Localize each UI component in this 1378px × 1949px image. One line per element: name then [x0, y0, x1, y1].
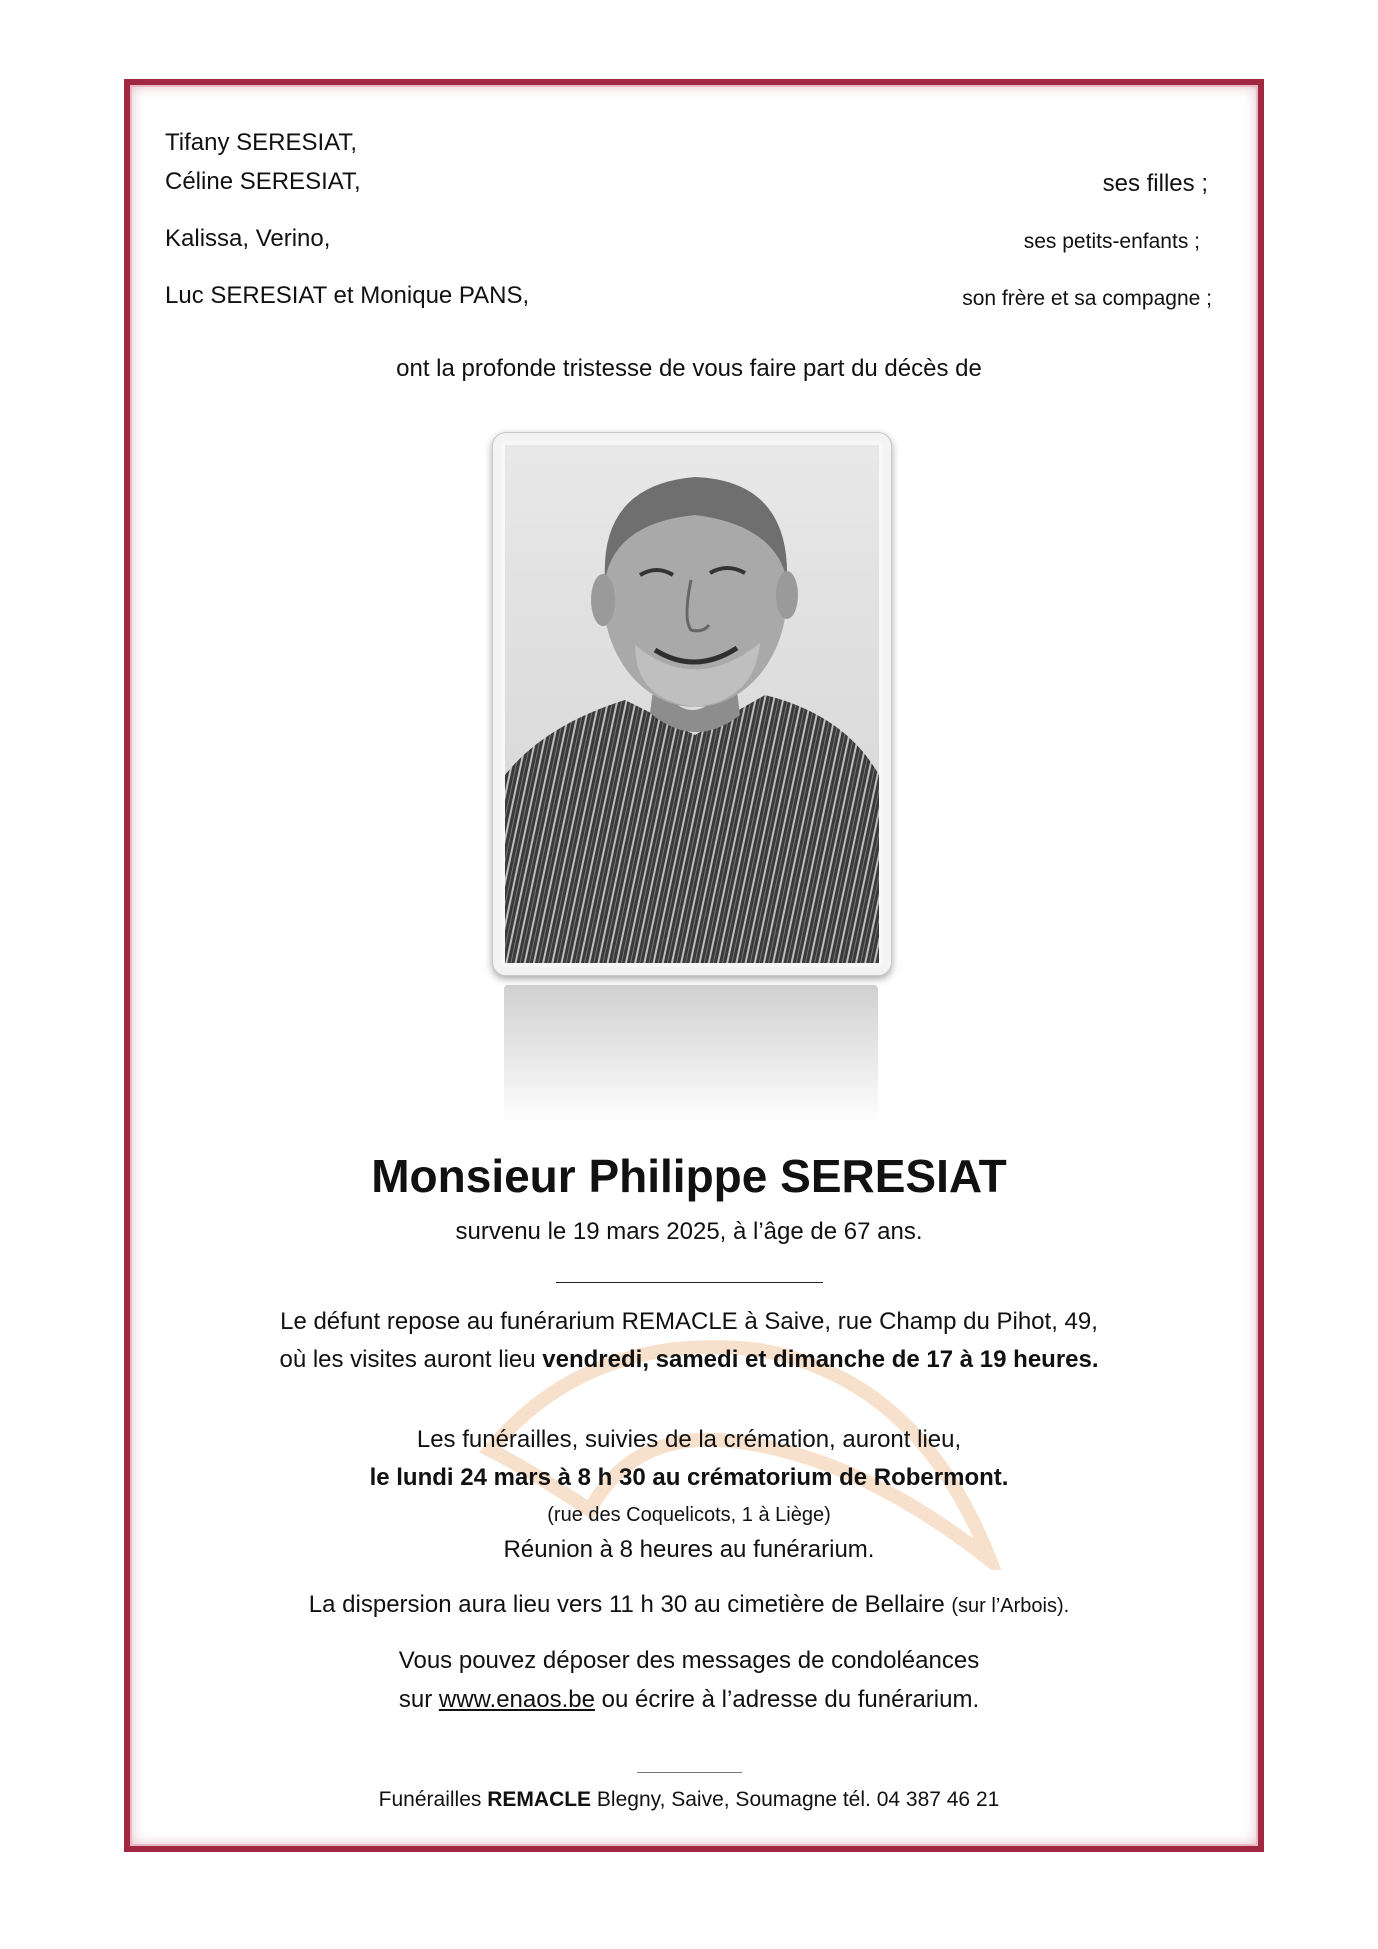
deceased-details: survenu le 19 mars 2025, à l’âge de 67 ans. [455, 1218, 923, 1245]
condolences-line2 [0, 1685, 1378, 1715]
funeral-meeting: Réunion à 8 heures au funérarium. [503, 1536, 875, 1563]
visitation-location: Le défunt repose au funérarium REMACLE à Saive, rue Champ du Pihot, 49, [280, 1308, 1098, 1335]
footer-prefix: Funérailles [378, 1788, 488, 1811]
dispersion-text: La dispersion aura lieu vers 11 h 30 au cimetière de Bellaire [308, 1591, 952, 1618]
family-member-2: Céline SERESIAT, [165, 168, 361, 195]
condolences-link[interactable]: www.enaos.be [438, 1686, 595, 1713]
portrait-photo [492, 432, 892, 976]
announcement-text: ont la profonde tristesse de vous faire part du décès de [396, 355, 982, 382]
visitation-hours-bold: vendredi, samedi et dimanche de 17 à 19 heures. [542, 1346, 1099, 1373]
family-role-brother: son frère et sa compagne ; [962, 287, 1212, 310]
photo-reflection [504, 985, 878, 1125]
section-divider [556, 1282, 823, 1283]
funeral-address: (rue des Coquelicots, 1 à Liège) [547, 1504, 831, 1526]
dispersion-info [0, 1590, 1378, 1621]
family-grandchildren: Kalissa, Verino, [165, 225, 331, 252]
family-brother: Luc SERESIAT et Monique PANS, [165, 282, 530, 309]
condolences-prefix: sur [398, 1686, 439, 1713]
funeral-intro: Les funérailles, suivies de la crémation, auront lieu, [416, 1426, 962, 1453]
footer-brand: REMACLE [487, 1788, 592, 1811]
condolences-line1: Vous pouvez déposer des messages de condoléances [398, 1647, 980, 1674]
visitation-hours [0, 1345, 1378, 1375]
family-role-grandchildren: ses petits-enfants ; [1023, 230, 1200, 253]
family-role-daughters: ses filles ; [1102, 170, 1208, 197]
dispersion-note: (sur l’Arbois). [951, 1595, 1070, 1617]
family-member-1: Tifany SERESIAT, [165, 129, 358, 156]
footer-contact [0, 1785, 1378, 1815]
funeral-date: le lundi 24 mars à 8 h 30 au crématorium de Robermont. [369, 1464, 1009, 1491]
visitation-hours-prefix: où les visites auront lieu [279, 1346, 543, 1373]
condolences-suffix: ou écrire à l’adresse du funérarium. [594, 1686, 980, 1713]
footer-divider [637, 1772, 742, 1773]
portrait-image [505, 445, 879, 963]
footer-suffix: Blegny, Saive, Soumagne tél. 04 387 46 21 [591, 1788, 1000, 1811]
deceased-name: Monsieur Philippe SERESIAT [371, 1150, 1007, 1202]
